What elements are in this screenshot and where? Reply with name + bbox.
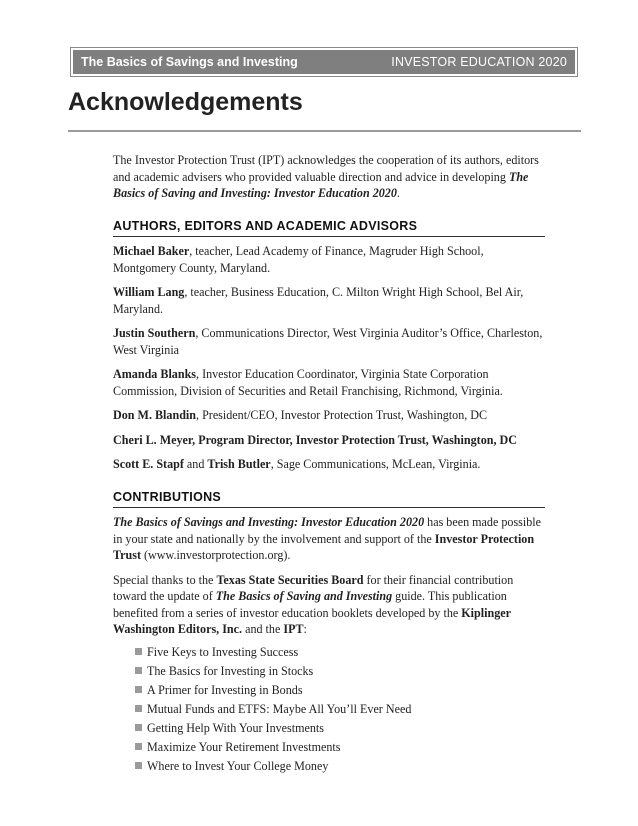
author-details: , Investor Education Coordinator, Virginia State Corporation Commission, Division of Securities and Retail Franchising, Richmond, Virginia. [113,367,503,398]
header-inner [73,50,575,74]
intro-paragraph [113,152,545,202]
header-bar [70,47,578,77]
square-bullet-icon [135,648,142,655]
author-entry-stapf [113,456,545,473]
author-details: , Communications Director, West Virginia Auditor’s Office, Charleston, West Virginia [113,326,543,357]
list-item [135,663,545,679]
author-name: Justin Southern [113,326,196,340]
author-entry [113,243,545,276]
author-entry [113,284,545,317]
page-title: Acknowledgements [68,88,303,116]
authors-heading: AUTHORS, EDITORS AND ACADEMIC ADVISORS [113,218,545,238]
org-name: Investor Protection Trust [113,531,535,562]
author-entry [113,366,545,399]
square-bullet-icon [135,705,142,712]
contrib-url: (www.investorprotection.org). [141,548,291,562]
author-conjunction: and [183,457,208,471]
title-divider [68,130,581,132]
booklet-title: Where to Invest Your College Money [147,758,329,773]
contrib-text: Special thanks to the [113,572,217,587]
contrib-text: and the [242,622,284,636]
header-edition: INVESTOR EDUCATION 2020 [391,55,567,69]
list-item [135,682,545,698]
author-name: Amanda Blanks [113,367,197,381]
author-entry [113,325,545,358]
contrib-text: for their financial contribution toward the update of [113,572,514,603]
kiplinger-name: Kiplinger Washington Editors, Inc. [113,605,511,636]
contributions-heading: CONTRIBUTIONS [113,489,545,509]
list-item [135,644,545,660]
author-name: Don M. Blandin [113,408,197,422]
author-name: Trish Butler [207,457,271,471]
square-bullet-icon [135,686,142,693]
board-name: Texas State Securities Board [216,572,364,587]
list-item [135,720,545,736]
ipt-name: IPT [283,622,304,636]
author-entry-cheri [113,432,545,449]
author-full-line: Cheri L. Meyer, Program Director, Investor Protection Trust, Washington, DC [113,432,517,447]
booklet-title: Five Keys to Investing Success [147,644,299,659]
author-details: , teacher, Lead Academy of Finance, Magruder High School, Montgomery County, Maryland. [113,244,484,275]
square-bullet-icon [135,762,142,769]
guide-title: The Basics of Saving and Investing [215,589,393,603]
booklet-title: Mutual Funds and ETFS: Maybe All You’ll Ever Need [147,701,412,716]
booklet-title: A Primer for Investing in Bonds [147,682,303,697]
intro-book-title: The Basics of Saving and Investing: Investor Education 2020 [113,169,529,200]
list-item [135,701,545,717]
author-name: William Lang [113,285,185,299]
booklet-title: Getting Help With Your Investments [147,720,324,735]
author-details: , teacher, Business Education, C. Milton Wright High School, Bel Air, Maryland. [113,285,524,316]
contributions-paragraph-1 [113,514,545,564]
author-name: Michael Baker [113,244,190,258]
square-bullet-icon [135,724,142,731]
booklet-title: The Basics for Investing in Stocks [147,663,314,678]
author-name: Scott E. Stapf [113,457,184,471]
square-bullet-icon [135,743,142,750]
author-details: , President/CEO, Investor Protection Trust, Washington, DC [196,408,488,422]
book-title: The Basics of Savings and Investing: Investor Education 2020 [113,515,425,529]
booklet-title: Maximize Your Retirement Investments [147,739,341,754]
author-entry [113,407,545,424]
content-body [113,152,545,777]
header-series-title: The Basics of Savings and Investing [81,55,298,69]
booklet-list [135,644,545,774]
contrib-text: has been made possible in your state and nationally by the involvement and support of the [113,515,541,546]
contrib-text: guide. This publication benefited from a series of investor education booklets developed by the [113,589,507,620]
square-bullet-icon [135,667,142,674]
list-item [135,739,545,755]
contrib-text: : [303,622,307,636]
list-item [135,758,545,774]
author-details: , Sage Communications, McLean, Virginia. [270,457,481,471]
intro-text: The Investor Protection Trust (IPT) acknowledges the cooperation of its authors, editors and academic advisers who provided valuable direction and advice in developing [113,153,539,184]
contributions-paragraph-2 [113,572,545,638]
intro-end: . [396,186,400,200]
